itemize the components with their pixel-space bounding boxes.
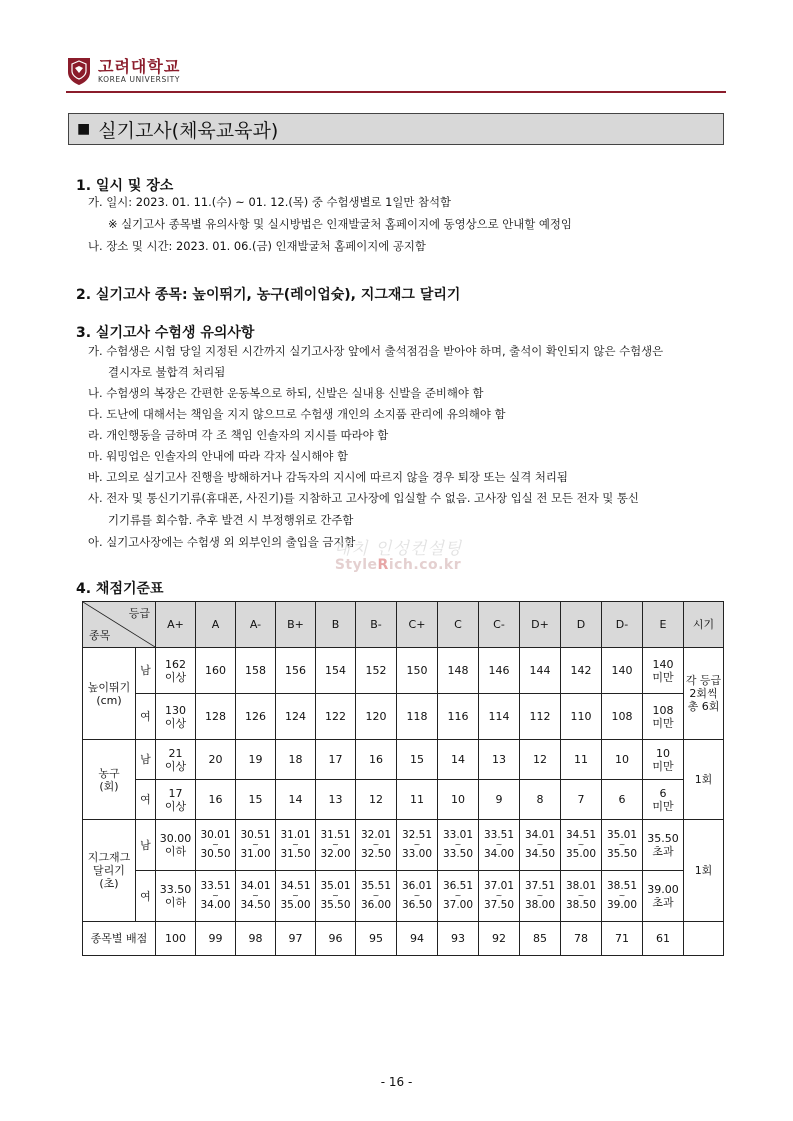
score-cell: 118 [397, 694, 438, 740]
precaution-f: 바. 고의로 실기고사 진행을 방해하거나 감독자의 지시에 따르지 않을 경우 퇴장 또는 실격 처리됨 [88, 470, 568, 484]
grade-header: B- [356, 602, 397, 648]
grade-header: C [438, 602, 479, 648]
score-range-cell: 38.01 ~ 38.50 [561, 871, 602, 922]
score-range-cell: 32.51 ~ 33.00 [397, 820, 438, 871]
score-range-cell: 31.51 ~ 32.00 [316, 820, 356, 871]
score-range-cell: 38.51 ~ 39.00 [602, 871, 643, 922]
score-cell: 10 [438, 780, 479, 820]
score-range-cell: 33.01 ~ 33.50 [438, 820, 479, 871]
table-row [83, 694, 724, 740]
points-cell: 71 [602, 922, 643, 956]
score-cell: 124 [276, 694, 316, 740]
points-cell: 61 [643, 922, 684, 956]
points-cell: 78 [561, 922, 602, 956]
score-cell: 140 [602, 648, 643, 694]
precaution-g-line1: 사. 전자 및 통신기기류(휴대폰, 사진기)를 지참하고 고사장에 입실할 수 없음. 고사장 입실 전 모든 전자 및 통신 [88, 491, 639, 505]
zigzag-event-name: 지그재그 달리기 (초) [83, 820, 136, 922]
score-range-cell: 35.51 ~ 36.00 [356, 871, 397, 922]
score-cell: 14 [276, 780, 316, 820]
score-range-cell: 34.01 ~ 34.50 [236, 871, 276, 922]
score-range-cell: 35.01 ~ 35.50 [602, 820, 643, 871]
heading-scoring: 4. 채점기준표 [76, 581, 164, 597]
points-cell: 100 [156, 922, 196, 956]
table-header-row [83, 602, 724, 648]
score-range-cell: 32.01 ~ 32.50 [356, 820, 397, 871]
score-cell: 10 미만 [643, 740, 684, 780]
precaution-h: 아. 실기고사장에는 수험생 외 외부인의 출입을 금지함 [88, 535, 356, 549]
times-cell: 1회 [684, 820, 724, 922]
score-cell: 8 [520, 780, 561, 820]
score-cell: 140 미만 [643, 648, 684, 694]
score-cell: 144 [520, 648, 561, 694]
score-cell: 13 [316, 780, 356, 820]
section-title-box [68, 113, 724, 145]
corner-grade-label: 등급 [128, 607, 150, 620]
score-cell: 16 [196, 780, 236, 820]
score-cell: 17 [316, 740, 356, 780]
schedule-date: 가. 일시: 2023. 01. 11.(수) ~ 01. 12.(목) 중 수험생별로 1일만 참석함 [88, 195, 451, 209]
sex-label: 남 [136, 820, 156, 871]
score-cell: 39.00 초과 [643, 871, 684, 922]
score-cell: 14 [438, 740, 479, 780]
heading-precautions: 3. 실기고사 수험생 유의사항 [76, 325, 255, 341]
score-cell: 11 [561, 740, 602, 780]
heading-schedule: 1. 일시 및 장소 [76, 178, 174, 194]
highjump-event-name: 높이뛰기 (cm) [83, 648, 136, 740]
score-range-cell: 30.51 ~ 31.00 [236, 820, 276, 871]
times-cell: 1회 [684, 740, 724, 820]
score-cell: 12 [356, 780, 397, 820]
score-cell: 19 [236, 740, 276, 780]
grade-header: A [196, 602, 236, 648]
score-range-cell: 34.51 ~ 35.00 [561, 820, 602, 871]
score-cell: 142 [561, 648, 602, 694]
table-row [83, 820, 724, 871]
basketball-event-name: 농구 (회) [83, 740, 136, 820]
precaution-e: 마. 워밍업은 인솔자의 안내에 따라 각자 실시해야 함 [88, 449, 349, 463]
points-cell: 96 [316, 922, 356, 956]
university-crest-icon [66, 56, 92, 86]
score-range-cell: 34.51 ~ 35.00 [276, 871, 316, 922]
score-range-cell: 30.01 ~ 30.50 [196, 820, 236, 871]
table-row [83, 780, 724, 820]
score-cell: 126 [236, 694, 276, 740]
table-row [83, 871, 724, 922]
score-cell: 158 [236, 648, 276, 694]
square-bullet-icon: ■ [77, 121, 91, 137]
grade-header: A- [236, 602, 276, 648]
watermark-line2: StyleRich.co.kr [334, 557, 462, 573]
schedule-place: 나. 장소 및 시간: 2023. 01. 06.(금) 인재발굴처 홈페이지에 공지함 [88, 239, 426, 253]
score-cell: 21 이상 [156, 740, 196, 780]
score-cell: 116 [438, 694, 479, 740]
points-empty-cell [684, 922, 724, 956]
score-cell: 162 이상 [156, 648, 196, 694]
sex-label: 여 [136, 780, 156, 820]
score-cell: 16 [356, 740, 397, 780]
grade-header: C+ [397, 602, 438, 648]
score-range-cell: 33.51 ~ 34.00 [196, 871, 236, 922]
precaution-d: 라. 개인행동을 금하며 각 조 책임 인솔자의 지시를 따라야 함 [88, 428, 389, 442]
logo-english: KOREA UNIVERSITY [98, 74, 181, 84]
times-cell: 각 등급 2회씩 총 6회 [684, 648, 724, 740]
score-cell: 108 [602, 694, 643, 740]
score-cell: 130 이상 [156, 694, 196, 740]
points-cell: 99 [196, 922, 236, 956]
grade-header: B [316, 602, 356, 648]
score-cell: 15 [397, 740, 438, 780]
points-row [83, 922, 724, 956]
score-cell: 154 [316, 648, 356, 694]
score-cell: 160 [196, 648, 236, 694]
points-cell: 93 [438, 922, 479, 956]
points-cell: 92 [479, 922, 520, 956]
sex-label: 남 [136, 648, 156, 694]
section-title: 실기고사(체육교육과) [98, 119, 279, 142]
table-row [83, 648, 724, 694]
sex-label: 남 [136, 740, 156, 780]
schedule-note: ※ 실기고사 종목별 유의사항 및 실시방법은 인재발굴처 홈페이지에 동영상으로 안내할 예정임 [108, 217, 572, 231]
points-cell: 95 [356, 922, 397, 956]
score-cell: 15 [236, 780, 276, 820]
score-cell: 156 [276, 648, 316, 694]
points-label: 종목별 배점 [83, 922, 156, 956]
score-cell: 7 [561, 780, 602, 820]
corner-event-label: 종목 [89, 629, 111, 642]
score-range-cell: 34.01 ~ 34.50 [520, 820, 561, 871]
score-cell: 150 [397, 648, 438, 694]
logo-korean: 고려대학교 [98, 56, 181, 76]
watermark-line1: 대치 인성컨설팅 [333, 539, 463, 559]
score-cell: 114 [479, 694, 520, 740]
score-cell: 146 [479, 648, 520, 694]
points-cell: 85 [520, 922, 561, 956]
score-range-cell: 31.01 ~ 31.50 [276, 820, 316, 871]
university-header [66, 54, 180, 88]
score-cell: 108 미만 [643, 694, 684, 740]
score-cell: 6 [602, 780, 643, 820]
score-cell: 6 미만 [643, 780, 684, 820]
score-range-cell: 37.01 ~ 37.50 [479, 871, 520, 922]
sex-label: 여 [136, 871, 156, 922]
page-number: - 16 - [380, 1075, 413, 1089]
points-cell: 94 [397, 922, 438, 956]
score-cell: 10 [602, 740, 643, 780]
precaution-a-line2: 결시자로 불합격 처리됨 [108, 365, 226, 379]
sex-label: 여 [136, 694, 156, 740]
scoring-table [82, 601, 724, 956]
score-cell: 30.00 이하 [156, 820, 196, 871]
precaution-c: 다. 도난에 대해서는 책임을 지지 않으므로 수험생 개인의 소지품 관리에 유의해야 함 [88, 407, 506, 421]
score-cell: 148 [438, 648, 479, 694]
header-divider [66, 91, 726, 93]
grade-header: C- [479, 602, 520, 648]
score-cell: 18 [276, 740, 316, 780]
score-range-cell: 35.01 ~ 35.50 [316, 871, 356, 922]
score-cell: 12 [520, 740, 561, 780]
corner-header [83, 602, 156, 648]
score-cell: 128 [196, 694, 236, 740]
score-cell: 112 [520, 694, 561, 740]
grade-header: B+ [276, 602, 316, 648]
score-cell: 9 [479, 780, 520, 820]
grade-header: D+ [520, 602, 561, 648]
precaution-b: 나. 수험생의 복장은 간편한 운동복으로 하되, 신발은 실내용 신발을 준비해야 함 [88, 386, 484, 400]
precaution-a-line1: 가. 수험생은 시험 당일 지정된 시간까지 실기고사장 앞에서 출석점검을 받아야 하며, 출석이 확인되지 않은 수험생은 [88, 344, 664, 358]
score-range-cell: 37.51 ~ 38.00 [520, 871, 561, 922]
score-cell: 122 [316, 694, 356, 740]
grade-header: D [561, 602, 602, 648]
score-cell: 20 [196, 740, 236, 780]
heading-events: 2. 실기고사 종목: 높이뛰기, 농구(레이업슛), 지그재그 달리기 [76, 287, 461, 303]
score-cell: 35.50 초과 [643, 820, 684, 871]
score-cell: 152 [356, 648, 397, 694]
score-cell: 13 [479, 740, 520, 780]
score-range-cell: 36.01 ~ 36.50 [397, 871, 438, 922]
score-range-cell: 33.51 ~ 34.00 [479, 820, 520, 871]
grade-header: E [643, 602, 684, 648]
score-cell: 11 [397, 780, 438, 820]
points-cell: 98 [236, 922, 276, 956]
score-range-cell: 36.51 ~ 37.00 [438, 871, 479, 922]
grade-header: D- [602, 602, 643, 648]
points-cell: 97 [276, 922, 316, 956]
score-cell: 120 [356, 694, 397, 740]
score-cell: 17 이상 [156, 780, 196, 820]
precaution-g-line2: 기기류를 회수함. 추후 발견 시 부정행위로 간주함 [108, 513, 354, 527]
score-cell: 110 [561, 694, 602, 740]
table-row [83, 740, 724, 780]
score-cell: 33.50 이하 [156, 871, 196, 922]
times-header: 시기 [684, 602, 724, 648]
grade-header: A+ [156, 602, 196, 648]
